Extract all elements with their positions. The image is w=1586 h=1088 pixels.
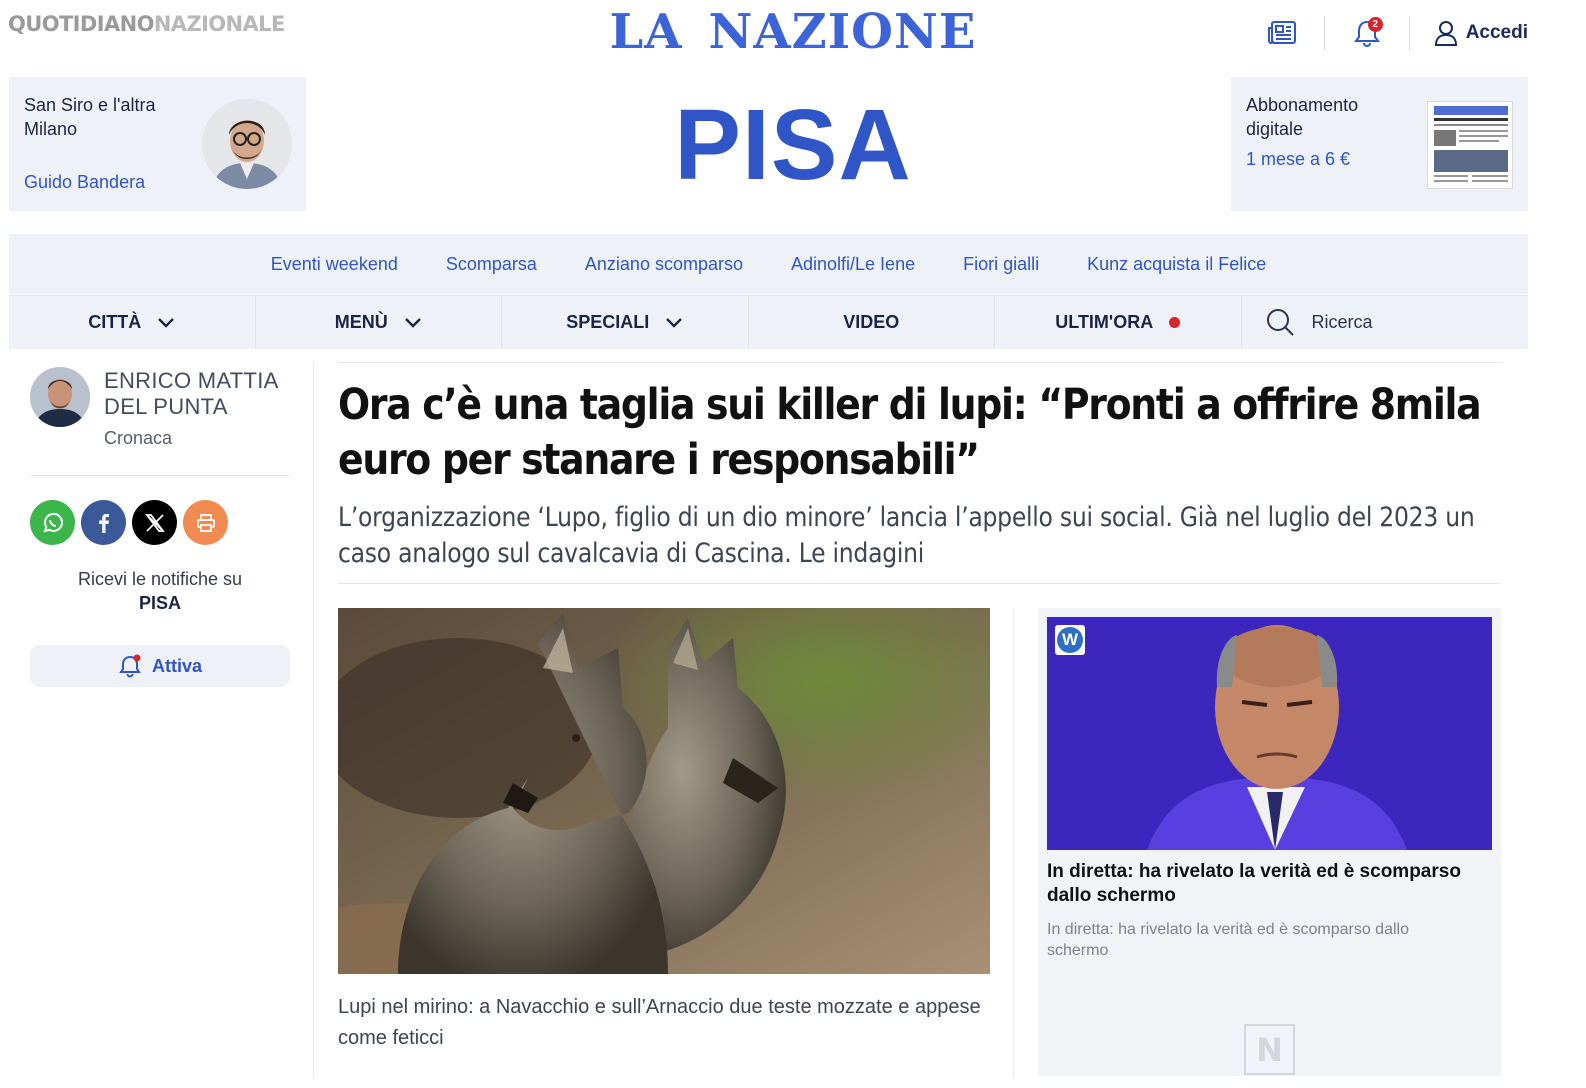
chevron-down-icon <box>404 317 422 329</box>
live-indicator-dot <box>1169 317 1180 328</box>
whatsapp-share-button[interactable] <box>30 500 75 545</box>
promo-title[interactable]: San Siro e l'altra Milano <box>24 95 156 139</box>
city-title[interactable]: PISA <box>674 89 912 201</box>
ad-source-badge: W <box>1055 625 1085 655</box>
nav-menu[interactable]: MENÙ <box>256 296 503 349</box>
article-category[interactable]: Cronaca <box>104 428 173 448</box>
bell-add-icon <box>118 653 144 679</box>
print-icon <box>196 513 216 533</box>
sponsored-ad[interactable] <box>1038 608 1501 1076</box>
login-button[interactable]: Accedi <box>1434 20 1528 46</box>
trending-link[interactable]: Fiori gialli <box>963 253 1040 274</box>
headline-rule <box>338 583 1501 584</box>
search-icon <box>1266 308 1296 338</box>
author-avatar[interactable] <box>30 367 90 427</box>
notification-city: PISA <box>138 593 181 613</box>
newspaper-thumbnail <box>1427 101 1513 189</box>
promo-card-left[interactable] <box>9 77 306 211</box>
nav-speciali[interactable]: SPECIALI <box>502 296 749 349</box>
author-block <box>30 362 290 476</box>
nav-citta[interactable]: CITTÀ <box>9 296 256 349</box>
main-navigation <box>9 295 1528 349</box>
nav-ultimora[interactable]: ULTIM'ORA <box>995 296 1242 349</box>
column-divider <box>313 362 314 1078</box>
subscription-price[interactable]: 1 mese a 6 € <box>1246 149 1351 169</box>
subscription-card[interactable] <box>1231 77 1528 211</box>
trending-link[interactable]: Anziano scomparso <box>584 253 743 274</box>
notifications-bell-icon[interactable] <box>1349 15 1385 51</box>
ad-network-logo: N <box>1244 1024 1295 1075</box>
header-actions <box>1264 12 1528 54</box>
article-headline: Ora c’è una taglia sui killer di lupi: “Pronti a offrire 8mila euro per stanare i responsabili” <box>338 380 1481 485</box>
trending-link[interactable]: Adinolfi/Le Iene <box>791 253 916 274</box>
notification-badge: 2 <box>1368 17 1383 32</box>
ad-description[interactable]: In diretta: ha rivelato la verità ed è scomparso dallo schermo <box>1047 921 1409 959</box>
trending-topics-bar <box>9 234 1528 294</box>
article-subheadline: L’organizzazione ‘Lupo, figlio di un dio minore’ lancia l’appello sui social. Già nel luglio del 2023 un caso analogo sul cavalcavia di Cascina. Le indagini <box>338 502 1475 569</box>
x-icon <box>144 512 166 534</box>
subscription-title[interactable]: Abbonamento digitale <box>1246 95 1359 139</box>
facebook-share-button[interactable] <box>81 500 126 545</box>
trending-link[interactable]: Eventi weekend <box>270 253 398 274</box>
quotidiano-nazionale-logo[interactable]: QUOTIDIANONAZIONALE <box>8 12 285 36</box>
user-icon <box>1434 20 1458 46</box>
ad-image[interactable] <box>1047 617 1492 850</box>
ad-title[interactable]: In diretta: ha rivelato la verità ed è scomparso dallo schermo <box>1047 861 1461 906</box>
trending-link[interactable]: Scomparsa <box>445 253 537 274</box>
print-button[interactable] <box>183 500 228 545</box>
nav-video[interactable]: VIDEO <box>749 296 996 349</box>
author-name[interactable]: ENRICO MATTIA DEL PUNTA <box>104 368 278 419</box>
activate-notifications-button[interactable]: Attiva <box>30 645 290 687</box>
whatsapp-icon <box>41 511 65 535</box>
la-nazione-logo[interactable]: LA NAZIONE <box>609 4 977 60</box>
article-hero-image[interactable] <box>338 608 990 974</box>
notification-prompt: Ricevi le notifiche su PISA <box>30 567 290 615</box>
trending-link[interactable]: Kunz acquista il Felice <box>1087 253 1267 274</box>
promo-author[interactable]: Guido Bandera <box>24 172 146 192</box>
chevron-down-icon <box>157 317 175 329</box>
newspaper-icon[interactable] <box>1264 15 1300 51</box>
nav-search[interactable]: Ricerca <box>1242 296 1529 349</box>
article-sidebar <box>30 362 290 687</box>
header-divider <box>1324 16 1325 50</box>
column-divider <box>1013 608 1014 1078</box>
top-rule <box>338 362 1501 363</box>
author-avatar <box>202 99 292 189</box>
chevron-down-icon <box>665 317 683 329</box>
facebook-icon <box>92 511 116 535</box>
x-share-button[interactable] <box>132 500 177 545</box>
header-divider <box>1409 16 1410 50</box>
image-caption: Lupi nel mirino: a Navacchio e sull’Arnaccio due teste mozzate e appese come feticci <box>338 996 981 1049</box>
share-buttons <box>30 500 290 545</box>
